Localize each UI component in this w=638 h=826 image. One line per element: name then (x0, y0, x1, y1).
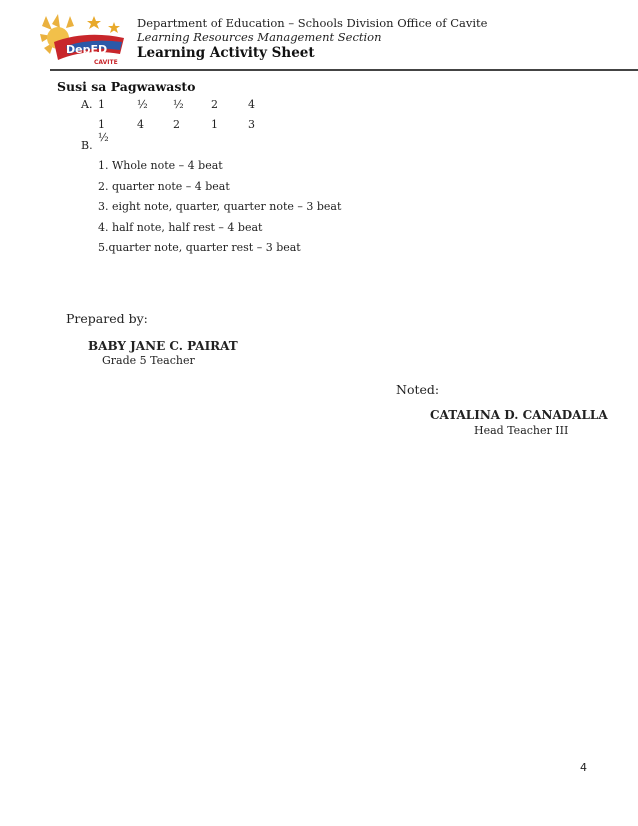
answer-key-title: Susi sa Pagwawasto (57, 79, 196, 94)
part-a-label: A. (81, 98, 93, 111)
preparer-role: Grade 5 Teacher (102, 354, 195, 367)
noter-name: CATALINA D. CANADALLA (430, 408, 608, 422)
part-b-item: 2. quarter note – 4 beat (98, 180, 230, 193)
part-b-label: B. (81, 139, 93, 152)
part-a-cell: 3 (248, 118, 255, 131)
logo-subtext: CAVITE (94, 59, 118, 66)
header-section: Learning Resources Management Section (137, 30, 382, 44)
preparer-name: BABY JANE C. PAIRAT (88, 339, 238, 353)
logo-text: DepED (66, 43, 108, 56)
part-a-cell: 2 (211, 98, 218, 111)
deped-cavite-logo (36, 12, 128, 68)
part-b-item: 5.quarter note, quarter rest – 3 beat (98, 241, 301, 254)
page-number: 4 (580, 761, 587, 774)
part-b-item: 3. eight note, quarter, quarter note – 3 beat (98, 200, 342, 213)
part-a-cell: 2 (173, 118, 180, 131)
header-title: Learning Activity Sheet (137, 45, 315, 61)
header-divider (50, 69, 638, 71)
part-a-cell: ½ (137, 98, 148, 111)
noted-label: Noted: (396, 382, 440, 397)
noter-role: Head Teacher III (474, 424, 569, 437)
logo-graphic (36, 12, 128, 68)
header-department: Department of Education – Schools Division Office of Cavite (137, 16, 488, 30)
part-a-cell: 4 (137, 118, 144, 131)
part-a-cell: 4 (248, 98, 255, 111)
part-b-item: 4. half note, half rest – 4 beat (98, 221, 263, 234)
part-b-item: 1. Whole note – 4 beat (98, 159, 223, 172)
part-a-cell: 1 ½ (98, 118, 109, 144)
part-a-cell: ½ (173, 98, 184, 111)
part-a-cell: 1 (98, 98, 105, 111)
part-a-cell: 1 (211, 118, 218, 131)
prepared-by-label: Prepared by: (66, 311, 148, 326)
